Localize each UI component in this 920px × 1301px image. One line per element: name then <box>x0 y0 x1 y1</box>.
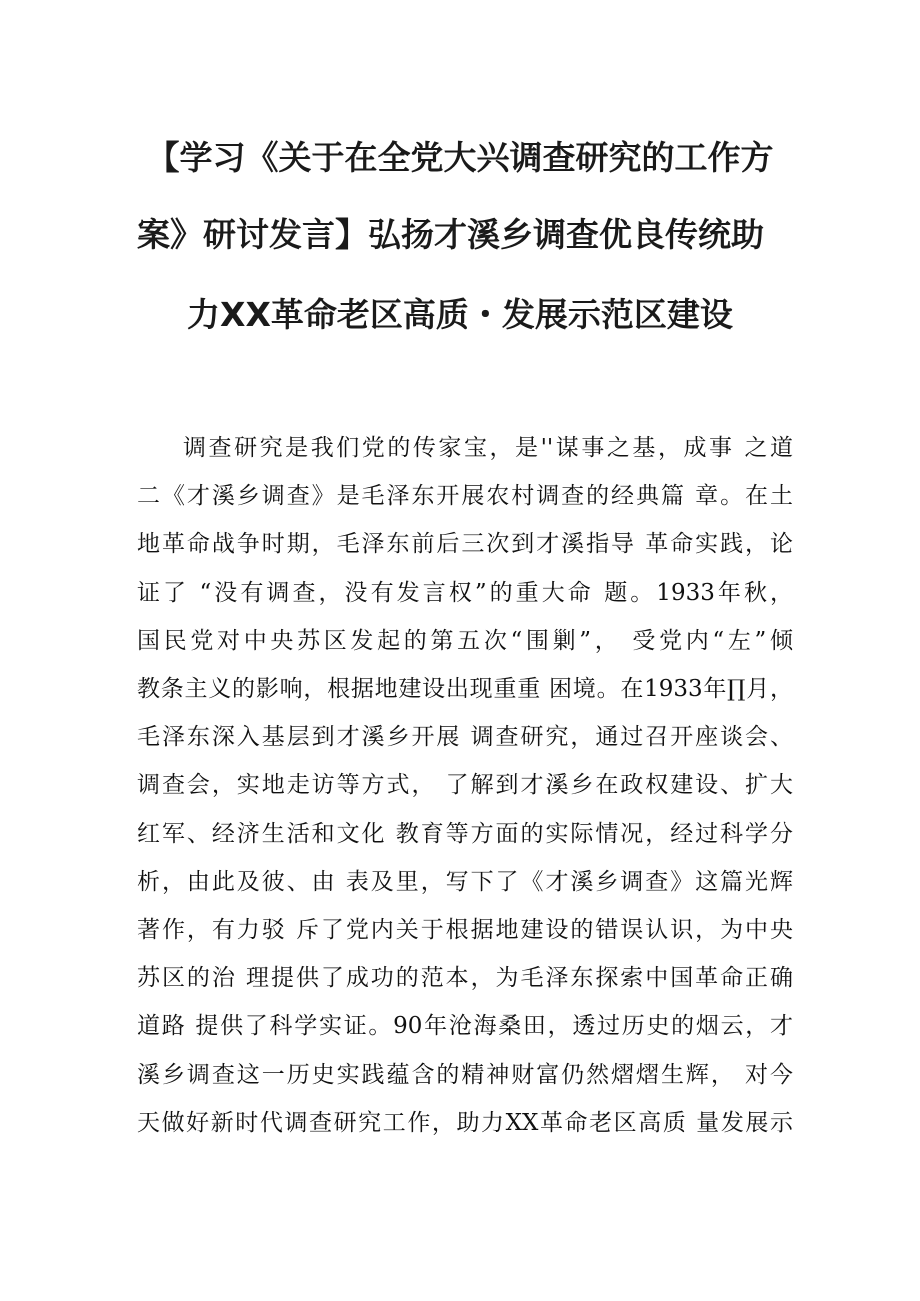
title-line-3: 力XX革命老区高质・发展示范区建设 <box>187 295 733 334</box>
body-line-14: 溪乡调查这一历史实践蕴含的精神财富仍然熠熠生辉， 对今 <box>137 1062 793 1088</box>
body-line-2: 二《才溪乡调查》是毛泽东开展农村调查的经典篇 章。在土 <box>137 483 793 509</box>
body-line-3: 地革命战争时期，毛泽东前后三次到才溪指导 革命实践，论 <box>137 531 793 557</box>
body-line-7: 毛泽东深入基层到才溪乡开展 调查研究，通过召开座谈会、 <box>137 724 793 750</box>
body-line-15: 天做好新时代调查研究工作，助力XX革命老区高质 量发展示 <box>137 1110 793 1136</box>
body-line-13: 道路 提供了科学实证。90年沧海桑田，透过历史的烟云，才 <box>137 1013 793 1039</box>
body-line-6: 教条主义的影响，根据地建设出现重重 困境。在1933年∏月， <box>137 676 793 702</box>
body-line-5: 国民党对中央苏区发起的第五次“围剿”， 受党内“左”倾 <box>137 628 793 654</box>
title-line-1: 【学习《关于在全党大兴调查研究的工作方 <box>146 138 774 177</box>
title-line-2: 案》研讨发言】弘扬才溪乡调查优良传统助 <box>137 215 764 254</box>
body-line-4: 证了 “没有调查，没有发言权”的重大命 题。1933年秋， <box>137 580 793 606</box>
body-line-8: 调查会，实地走访等方式， 了解到才溪乡在政权建设、扩大 <box>137 772 793 798</box>
body-line-1: 调查研究是我们党的传家宝，是''谋事之基，成事 之道 <box>183 435 793 461</box>
body-line-11: 著作，有力驳 斥了党内关于根据地建设的错误认识，为中央 <box>137 917 793 943</box>
body-line-9: 红军、经济生活和文化 教育等方面的实际情况，经过科学分 <box>137 821 793 847</box>
body-line-10: 析，由此及彼、由 表及里，写下了《才溪乡调查》这篇光辉 <box>137 869 793 895</box>
body-line-12: 苏区的治 理提供了成功的范本，为毛泽东探索中国革命正确 <box>137 965 793 991</box>
